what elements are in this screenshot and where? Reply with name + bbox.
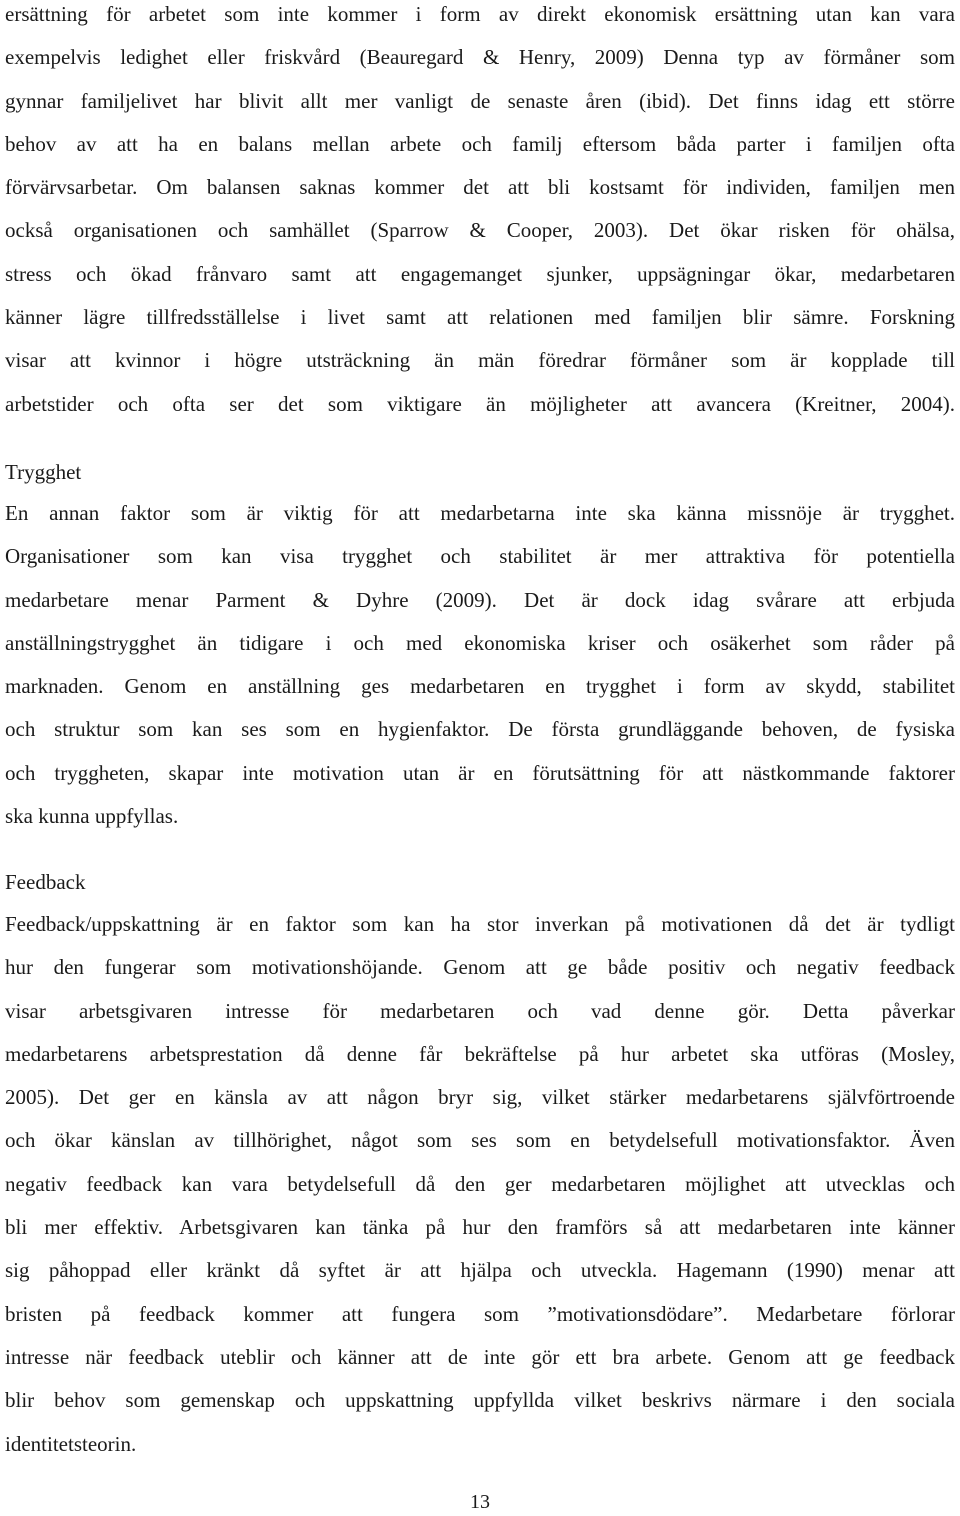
text-line: också organisationen och samhället (Sparrow & Cooper, 2003). Det ökar risken för ohälsa,	[5, 218, 955, 243]
text-line: och ökar känslan av tillhörighet, något som ses som en betydelsefull motivationsfaktor. Även	[5, 1128, 955, 1153]
text-line: negativ feedback kan vara betydelsefull då den ger medarbetaren möjlighet att utvecklas och	[5, 1171, 955, 1196]
text-line: 2005). Det ger en känsla av att någon bryr sig, vilket stärker medarbetarens självförtroende	[5, 1085, 955, 1110]
paragraph-trygghet	[5, 492, 955, 838]
text-line: identitetsteorin.	[5, 1431, 137, 1456]
text-line: förvärvsarbetar. Om balansen saknas kommer det att bli kostsamt för individen, familjen men	[5, 175, 955, 200]
text-line: bristen på feedback kommer att fungera som ”motivationsdödare”. Medarbetare förlorar	[5, 1301, 955, 1326]
text-line: behov av att ha en balans mellan arbete och familj eftersom båda parter i familjen ofta	[5, 131, 955, 156]
text-line: och tryggheten, skapar inte motivation utan är en förutsättning för att nästkommande faktorer	[5, 760, 955, 785]
text-line: exempelvis ledighet eller friskvård (Beauregard & Henry, 2009) Denna typ av förmåner som	[5, 45, 955, 70]
text-line: medarbetarens arbetsprestation då denne får bekräftelse på hur arbetet ska utföras (Mosley,	[5, 1041, 955, 1066]
text-line: arbetstider och ofta ser det som viktigare än möjligheter att avancera (Kreitner, 2004).	[5, 391, 955, 416]
text-line: hur den fungerar som motivationshöjande. Genom att ge både positiv och negativ feedback	[5, 955, 955, 980]
text-line: känner lägre tillfredsställelse i livet samt att relationen med familjen blir sämre. Forskning	[5, 305, 955, 330]
paragraph-work-life-balance	[5, 0, 955, 426]
text-line: stress och ökad frånvaro samt att engagemanget sjunker, uppsägningar ökar, medarbetaren	[5, 261, 955, 286]
text-line: anställningstrygghet än tidigare i och med ekonomiska kriser och osäkerhet som råder på	[5, 630, 955, 655]
text-line: ersättning för arbetet som inte kommer i form av direkt ekonomisk ersättning utan kan vara	[5, 2, 955, 26]
text-line: bli mer effektiv. Arbetsgivaren kan tänka på hur den framförs så att medarbetaren inte känner	[5, 1215, 955, 1240]
page-number: 13	[470, 1491, 490, 1513]
paragraph-feedback	[5, 903, 955, 1466]
section-heading-feedback: Feedback	[5, 870, 86, 894]
text-line: intresse när feedback uteblir och känner att de inte gör ett bra arbete. Genom att ge feedback	[5, 1344, 955, 1369]
text-line: visar att kvinnor i högre utsträckning än män föredrar förmåner som är kopplade till	[5, 348, 955, 373]
text-line: blir behov som gemenskap och uppskattning uppfyllda vilket beskrivs närmare i den sociala	[5, 1388, 955, 1413]
text-line: gynnar familjelivet har blivit allt mer vanligt de senaste åren (ibid). Det finns idag ett större	[5, 88, 955, 113]
text-line: Feedback/uppskattning är en faktor som kan ha stor inverkan på motivationen då det är tydligt	[5, 912, 955, 936]
text-line: sig påhoppad eller kränkt då syftet är att hjälpa och utveckla. Hagemann (1990) menar att	[5, 1258, 955, 1283]
section-heading-trygghet: Trygghet	[5, 460, 82, 484]
text-line: Organisationer som kan visa trygghet och stabilitet är mer attraktiva för potentiella	[5, 544, 955, 569]
text-line: En annan faktor som är viktig för att medarbetarna inte ska känna missnöje är trygghet.	[5, 501, 955, 525]
text-line: och struktur som kan ses som en hygienfaktor. De första grundläggande behoven, de fysiska	[5, 717, 955, 742]
text-line: visar arbetsgivaren intresse för medarbetaren och vad denne gör. Detta påverkar	[5, 998, 955, 1023]
text-line: marknaden. Genom en anställning ges medarbetaren en trygghet i form av skydd, stabilitet	[5, 674, 955, 699]
text-line: medarbetare menar Parment & Dyhre (2009). Det är dock idag svårare att erbjuda	[5, 587, 955, 612]
text-line: ska kunna uppfyllas.	[5, 804, 179, 829]
